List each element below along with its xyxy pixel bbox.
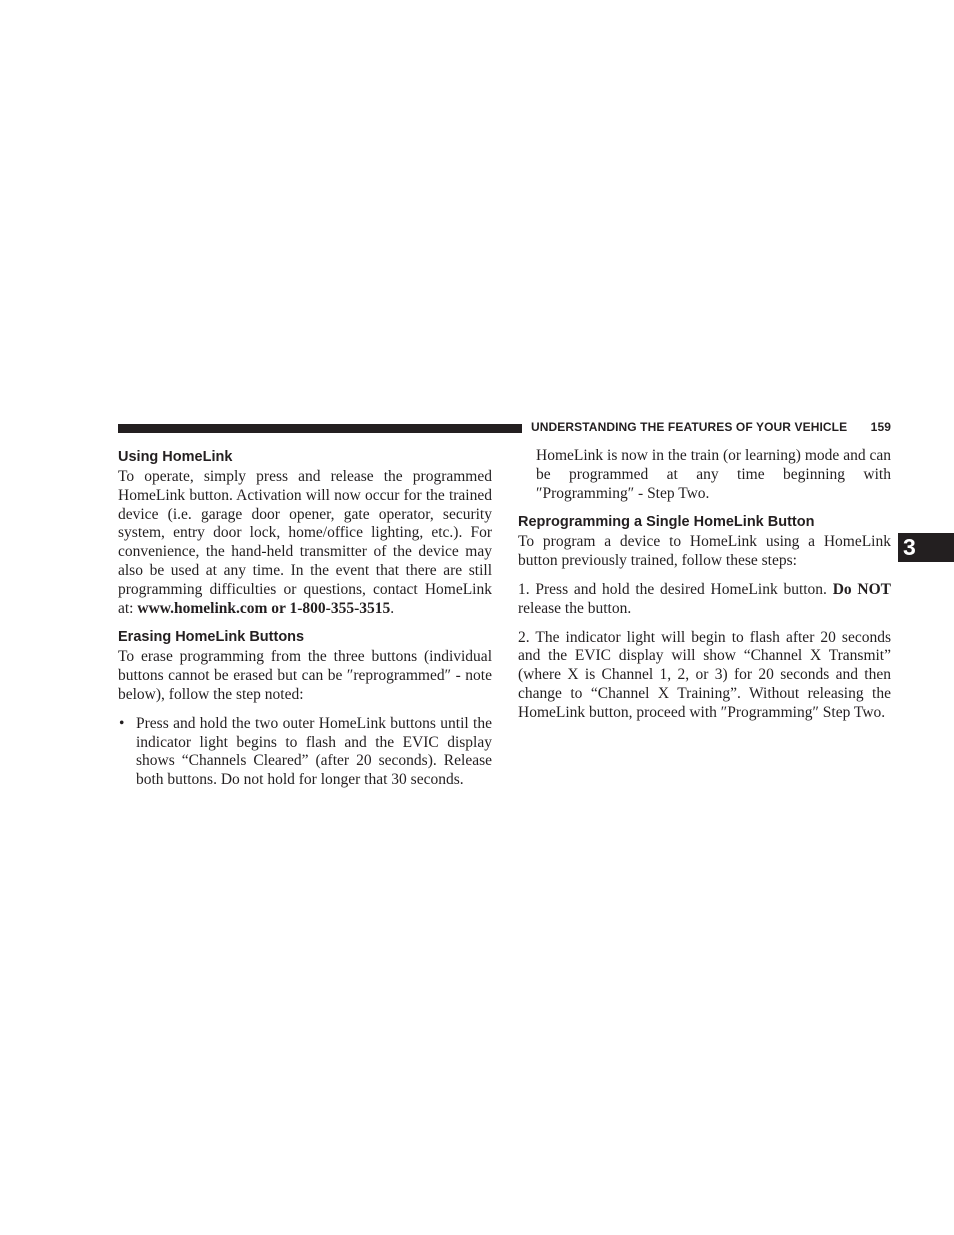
step-1-emphasis: Do NOT (832, 580, 891, 598)
homelink-contact: www.homelink.com or 1-800-355-3515 (137, 599, 391, 617)
heading-using-homelink: Using HomeLink (118, 449, 233, 465)
bullet-text: Press and hold the two outer HomeLink buttons until the indicator light begins to flash and the EVIC display shows “Channels Cleared” (after 20 seconds). Release both buttons. Do not hold for longer that 30 seconds. (136, 714, 492, 789)
header-title: UNDERSTANDING THE FEATURES OF YOUR VEHICLE (531, 420, 848, 434)
header-rule (118, 424, 522, 433)
heading-reprogramming: Reprogramming a Single HomeLink Button (518, 514, 815, 531)
using-homelink-body (118, 468, 492, 618)
step-1-text: 1. Press and hold the desired HomeLink button. (518, 580, 833, 598)
continued-text: HomeLink is now in the train (or learning) mode and can be programmed at any time beginning with ″Programming″ - Step Two. (536, 447, 891, 502)
heading-erasing-buttons: Erasing HomeLink Buttons (118, 629, 305, 646)
right-column (518, 447, 891, 723)
erasing-body: To erase programming from the three buttons (individual buttons cannot be erased but can be ″reprogrammed″ - note below), follow the step noted: (118, 648, 492, 703)
running-header (531, 420, 891, 436)
step-2: 2. The indicator light will begin to flash after 20 seconds and the EVIC display will show “Channel X Transmit” (where X is Channel 1, 2, or 3) for 20 seconds and then change to “Channel X Training”. Without releasing the HomeLink button, proceed with ″Programming″ Step Two. (518, 628, 891, 721)
using-body-end: . (390, 599, 395, 617)
list-item (118, 715, 492, 790)
chapter-tab: 3 (898, 533, 954, 562)
bullet-icon: • (119, 714, 125, 732)
left-column (118, 447, 492, 790)
step-1 (518, 581, 891, 619)
step-1-end: release the button. (518, 599, 632, 617)
page-number: 159 (870, 420, 891, 434)
reprogramming-intro: To program a device to HomeLink using a HomeLink button previously trained, follow these steps: (518, 533, 891, 570)
using-body-text: To operate, simply press and release the programmed HomeLink button. Activation will now occur for the trained device (i.e. garage door opener, gate operator, security system, entry door lock, home/office lighting, etc.). For convenience, the hand-held transmitter of the device may also be used at any time. In the event that there are still programming difficulties or questions, contact HomeLink at: (118, 468, 492, 617)
